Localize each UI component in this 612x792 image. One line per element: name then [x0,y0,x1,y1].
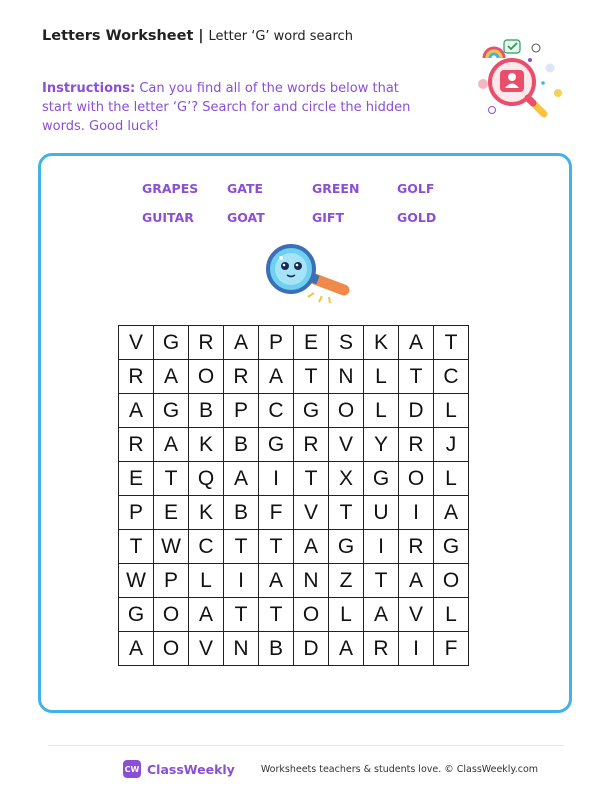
magnifying-glass-icon [262,242,354,304]
grid-cell: I [399,496,434,530]
word-list [142,181,482,226]
grid-cell: R [119,360,154,394]
grid-cell: R [399,428,434,462]
grid-cell: X [329,462,364,496]
grid-row [119,598,469,632]
grid-cell: E [294,326,329,360]
grid-cell: L [329,598,364,632]
grid-cell: L [364,360,399,394]
instructions-text: Can you find all of the words below that start with the letter ‘G’? Search for and circle the hidden words. Good luck! [42,81,411,134]
grid-cell: G [259,428,294,462]
grid-cell: A [189,598,224,632]
grid-cell: B [224,428,259,462]
grid-cell: A [434,496,469,530]
grid-cell: A [364,598,399,632]
grid-cell: O [189,360,224,394]
grid-cell: Y [364,428,399,462]
grid-cell: O [399,462,434,496]
grid-cell: C [259,394,294,428]
grid-cell: O [434,564,469,598]
grid-cell: T [224,530,259,564]
grid-cell: L [434,598,469,632]
grid-cell: W [154,530,189,564]
grid-cell: Z [329,564,364,598]
worksheet-title: Letters Worksheet [42,28,194,44]
grid-cell: R [364,632,399,666]
word-item: GOLF [397,181,435,196]
grid-row [119,564,469,598]
grid-cell: P [119,496,154,530]
grid-cell: B [189,394,224,428]
grid-cell: J [434,428,469,462]
grid-cell: O [154,598,189,632]
grid-cell: L [434,462,469,496]
instructions-label: Instructions: [42,81,136,96]
word-search-grid [118,325,469,666]
grid-cell: F [434,632,469,666]
grid-cell: G [154,326,189,360]
grid-cell: G [119,598,154,632]
grid-cell: T [154,462,189,496]
grid-cell: A [399,326,434,360]
grid-cell: N [224,632,259,666]
grid-cell: A [154,428,189,462]
grid-cell: C [189,530,224,564]
grid-cell: T [329,496,364,530]
grid-cell: T [364,564,399,598]
teacher-illustration-icon [470,38,570,124]
footer-divider [48,745,564,746]
grid-cell: R [119,428,154,462]
grid-cell: A [154,360,189,394]
word-item: GREEN [312,181,360,196]
grid-row [119,632,469,666]
grid-cell: P [224,394,259,428]
grid-cell: N [294,564,329,598]
grid-row [119,530,469,564]
grid-cell: T [294,462,329,496]
grid-cell: O [154,632,189,666]
word-item: GOLD [397,210,437,225]
grid-row [119,496,469,530]
grid-cell: B [224,496,259,530]
grid-cell: C [434,360,469,394]
grid-cell: O [329,394,364,428]
grid-cell: S [329,326,364,360]
word-item: GOAT [227,210,265,225]
grid-cell: T [259,598,294,632]
grid-cell: A [119,394,154,428]
grid-cell: I [259,462,294,496]
grid-cell: K [189,428,224,462]
grid-cell: I [224,564,259,598]
grid-cell: V [294,496,329,530]
grid-cell: G [154,394,189,428]
grid-cell: I [364,530,399,564]
footer [123,760,538,778]
grid-cell: E [154,496,189,530]
grid-cell: A [224,326,259,360]
grid-cell: T [399,360,434,394]
grid-cell: R [189,326,224,360]
grid-cell: O [294,598,329,632]
grid-cell: G [329,530,364,564]
grid-cell: U [364,496,399,530]
header-separator: | [198,28,204,44]
grid-cell: I [399,632,434,666]
grid-cell: Q [189,462,224,496]
grid-row [119,326,469,360]
grid-cell: T [434,326,469,360]
grid-cell: A [329,632,364,666]
grid-cell: E [119,462,154,496]
grid-cell: L [189,564,224,598]
word-item: GIFT [312,210,344,225]
grid-cell: V [329,428,364,462]
grid-cell: A [259,564,294,598]
grid-cell: A [259,360,294,394]
grid-cell: T [119,530,154,564]
grid-cell: A [294,530,329,564]
brand-name: ClassWeekly [147,761,235,777]
grid-cell: A [224,462,259,496]
grid-cell: G [434,530,469,564]
grid-cell: T [224,598,259,632]
grid-cell: D [294,632,329,666]
grid-row [119,394,469,428]
grid-cell: F [259,496,294,530]
word-item: GUITAR [142,210,194,225]
grid-cell: N [329,360,364,394]
grid-cell: V [399,598,434,632]
grid-cell: K [189,496,224,530]
grid-cell: K [364,326,399,360]
grid-cell: R [399,530,434,564]
instructions [42,79,422,136]
word-item: GATE [227,181,264,196]
grid-cell: L [364,394,399,428]
grid-cell: G [294,394,329,428]
grid-cell: G [364,462,399,496]
grid-cell: P [259,326,294,360]
grid-cell: D [399,394,434,428]
grid-cell: T [294,360,329,394]
worksheet-header [42,28,353,44]
word-item: GRAPES [142,181,199,196]
grid-row [119,428,469,462]
grid-cell: R [294,428,329,462]
grid-cell: V [119,326,154,360]
grid-cell: W [119,564,154,598]
grid-cell: B [259,632,294,666]
grid-cell: T [259,530,294,564]
grid-cell: A [119,632,154,666]
grid-cell: L [434,394,469,428]
grid-cell: R [224,360,259,394]
grid-cell: V [189,632,224,666]
grid-cell: P [154,564,189,598]
worksheet-subtitle: Letter ‘G’ word search [208,29,353,44]
grid-row [119,462,469,496]
grid-cell: A [399,564,434,598]
grid-row [119,360,469,394]
footer-tagline: Worksheets teachers & students love. © ClassWeekly.com [260,763,539,775]
classweekly-logo: CW [123,760,141,778]
